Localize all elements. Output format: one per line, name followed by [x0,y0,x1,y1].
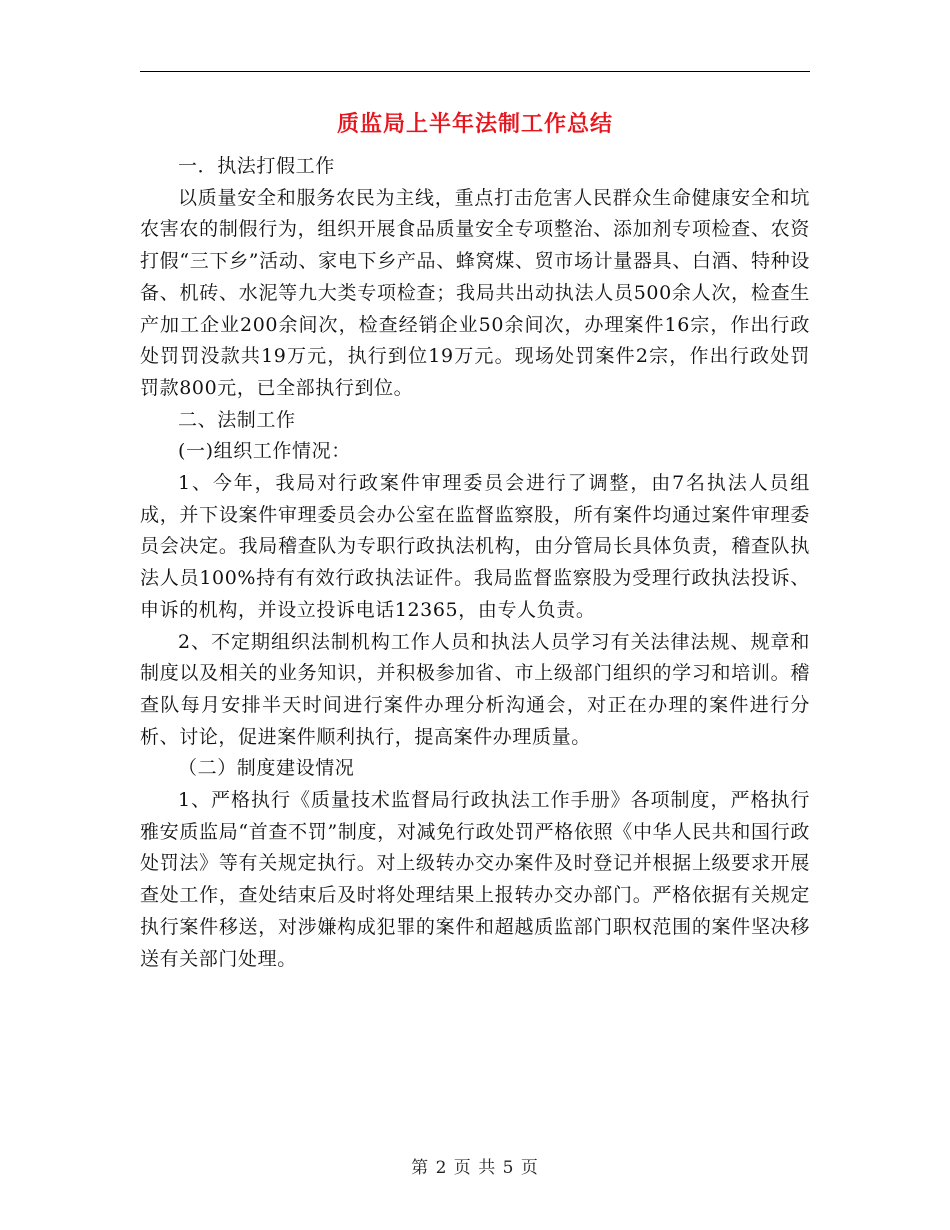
header-rule [140,71,810,72]
section-heading-legal-work: 二、法制工作 [178,408,296,431]
page-footer: 第 2 页 共 5 页 [411,1158,539,1178]
paragraph-enforcement: 以质量安全和服务农民为主线，重点打击危害人民群众生命健康安全和坑农害农的制假行为，组织开展食品质量安全专项整治、添加剂专项检查、农资打假“三下乡”活动、家电下乡产品、蜂窝煤、贸市场计量器具、白酒、特种设备、机砖、水泥等九大类专项检查；我局共出动执法人员500余人次，检查生产加工企业200余间次，检查经销企业50余间次，办理案件16宗，作出行政处罚罚没款共19万元，执行到位19万元。现场处罚案件2宗，作出行政处罚罚款800元，已全部执行到位。 [140,186,810,399]
subsection-heading-organization: (一)组织工作情况： [178,440,351,463]
section-heading-enforcement: 一．执法打假工作 [178,155,335,177]
paragraph-organization-1: 1、今年，我局对行政案件审理委员会进行了调整，由7名执法人员组成，并下设案件审理委员会办公室在监督监察股，所有案件均通过案件审理委员会决定。我局稽查队为专职行政执法机构，由分管局长具体负责，稽查队执法人员100%持有有效行政执法证件。我局监督监察股为受理行政执法投诉、申诉的机构，并设立投诉电话12365，由专人负责。 [140,472,810,621]
document-title: 质监局上半年法制工作总结 [336,112,613,137]
subsection-heading-system-building: （二）制度建设情况 [178,757,355,780]
document-body [140,151,810,975]
paragraph-organization-2: 2、不定期组织法制机构工作人员和执法人员学习有关法律法规、规章和制度以及相关的业务知识，并积极参加省、市上级部门组织的学习和培训。稽查队每月安排半天时间进行案件办理分析沟通会，对正在办理的案件进行分析、讨论，促进案件顺利执行，提高案件办理质量。 [140,630,810,748]
paragraph-system-building-1: 1、严格执行《质量技术监督局行政执法工作手册》各项制度，严格执行雅安质监局“首查不罚”制度，对减免行政处罚严格依照《中华人民共和国行政处罚法》等有关规定执行。对上级转办交办案件及时登记并根据上级要求开展查处工作，查处结束后及时将处理结果上报转办交办部门。严格依据有关规定执行案件移送，对涉嫌构成犯罪的案件和超越质监部门职权范围的案件坚决移送有关部门处理。 [140,789,810,970]
